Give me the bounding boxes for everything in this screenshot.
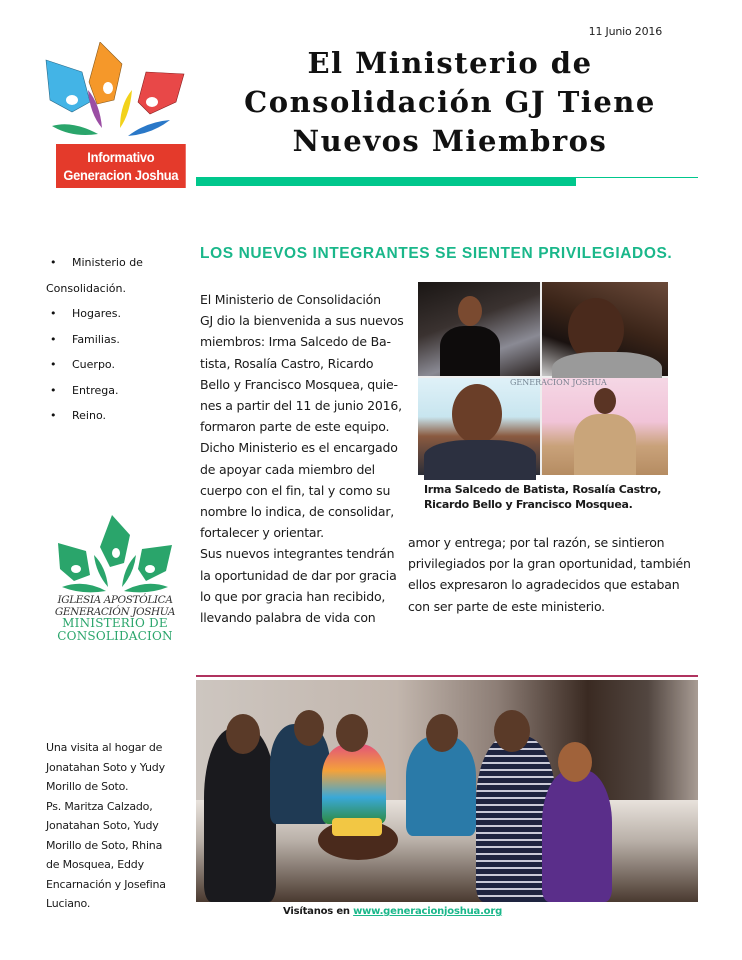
title-line-3: Nuevos Miembros <box>292 124 608 158</box>
text-line: nes a partir del 11 de junio 2016, <box>200 398 402 414</box>
bullet-icon: • <box>50 383 57 397</box>
bullet-icon: • <box>50 409 57 422</box>
logo-banner <box>56 144 186 188</box>
title-line-1: El Ministerio de <box>307 46 593 80</box>
caption-line: Luciano. <box>46 897 91 910</box>
text-line: con ser parte de este ministerio. <box>408 598 605 614</box>
caption-line: Morillo de Soto. <box>46 780 129 793</box>
footer-visit <box>283 906 502 917</box>
group-photo-caption <box>46 738 186 914</box>
list-item <box>46 352 196 378</box>
photo-person <box>204 728 276 902</box>
text-line: formaron parte de este equipo. <box>200 419 390 435</box>
flower-logo-icon <box>42 42 186 152</box>
list-item-label: Entrega. <box>72 383 119 397</box>
photo-watermark: GENERACIÓN JOSHUA <box>510 378 607 387</box>
list-item <box>46 276 196 302</box>
text-line: privilegiados por la gran oportunidad, también <box>408 556 691 572</box>
caption-line: Jonatahan Soto y Yudy <box>46 760 165 774</box>
title-line-2: Consolidación GJ Tiene <box>244 85 656 119</box>
bullet-icon: • <box>50 358 57 371</box>
ministry-logo-line1: IGLESIA APOSTÓLICA <box>57 594 173 606</box>
page-title <box>200 44 700 161</box>
text-line: cuerpo con el fin, tal y como su <box>200 482 391 498</box>
text-line: tista, Rosalía Castro, Ricardo <box>200 355 374 371</box>
issue-date: 11 Junio 2016 <box>588 25 662 38</box>
ministry-logo-church-name <box>50 594 180 618</box>
ministry-logo-ministry-name <box>50 617 180 643</box>
photo-person-head <box>494 710 530 752</box>
text-line: fortalecer y orientar. <box>200 525 324 541</box>
photo-person-head <box>558 742 592 782</box>
article-column-1 <box>200 289 404 628</box>
caption-line: Encarnación y Josefina <box>46 877 166 891</box>
photo-person <box>542 770 612 902</box>
list-item <box>46 301 196 327</box>
list-item <box>46 403 196 429</box>
footer-prefix: Visítanos en <box>283 906 354 917</box>
photo-person-head <box>294 710 324 746</box>
list-item-label: Consolidación. <box>46 281 126 295</box>
text-line: la oportunidad de dar por gracia <box>200 567 397 583</box>
text-line: Sus nuevos integrantes tendrán <box>200 546 395 562</box>
bullet-icon: • <box>50 307 57 320</box>
list-item-label: Ministerio de <box>72 256 143 269</box>
ministry-logo-line3: MINISTERIO DE <box>62 616 168 630</box>
list-item <box>46 250 196 276</box>
logo-text-line2: Generacion Joshua <box>63 167 179 183</box>
ministry-consolidacion-logo <box>50 515 180 645</box>
photo-person-head <box>426 714 458 752</box>
new-members-photo-collage <box>418 282 668 475</box>
list-item <box>46 378 196 404</box>
home-visit-group-photo <box>196 680 698 902</box>
photo-ricardo-bello <box>418 378 540 475</box>
photo-irma-salcedo <box>418 282 540 376</box>
text-line: ellos expresaron lo agradecidos que estaban <box>408 577 680 593</box>
list-item-label: Familias. <box>72 332 120 346</box>
text-line: nombre lo indica, de consolidar, <box>200 504 395 520</box>
photo-person <box>322 744 386 824</box>
title-divider-thick <box>196 177 576 186</box>
list-item-label: Reino. <box>72 409 106 422</box>
caption-line: Ps. Maritza Calzado, <box>46 799 153 813</box>
text-line: Bello y Francisco Mosquea, quie- <box>200 376 398 392</box>
article-column-2 <box>408 532 708 617</box>
text-line: amor y entrega; por tal razón, se sintieron <box>408 535 665 550</box>
text-line: GJ dio la bienvenida a sus nuevos <box>200 313 404 329</box>
photo-francisco-mosquea <box>542 378 668 475</box>
list-item <box>46 327 196 353</box>
list-item-label: Cuerpo. <box>72 358 115 371</box>
caption-line: Ricardo Bello y Francisco Mosquea. <box>424 498 633 511</box>
logo-text-line1: Informativo <box>87 149 155 165</box>
caption-line: de Mosquea, Eddy <box>46 858 144 871</box>
title-divider-thin <box>576 177 698 178</box>
ministry-logo-line4: CONSOLIDACION <box>57 629 173 643</box>
article-heading: LOS NUEVOS INTEGRANTES SE SIENTEN PRIVILEGIADOS. <box>200 245 673 262</box>
bullet-icon: • <box>50 332 57 346</box>
text-line: lo que por gracia han recibido, <box>200 588 386 604</box>
informativo-logo <box>42 42 186 184</box>
text-line: El Ministerio de Consolidación <box>200 292 381 307</box>
text-line: Dicho Ministerio es el encargado <box>200 440 398 456</box>
website-link[interactable]: www.generacionjoshua.org <box>353 906 503 917</box>
green-flower-logo-icon <box>50 515 180 595</box>
text-line: llevando palabra de vida con <box>200 610 376 626</box>
caption-line: Una visita al hogar de <box>46 741 163 754</box>
photo-caption <box>424 482 694 512</box>
list-item-label: Hogares. <box>72 307 122 320</box>
caption-line: Morillo de Soto, Rhina <box>46 838 163 852</box>
text-line: de apoyar cada miembro del <box>200 461 375 477</box>
text-line: miembros: Irma Salcedo de Ba- <box>200 334 391 350</box>
photo-person-head <box>336 714 368 752</box>
photo-snacks <box>332 818 382 836</box>
photo-rosalia-castro <box>542 282 668 376</box>
bullet-icon: • <box>50 256 57 269</box>
section-divider <box>196 675 698 677</box>
photo-person-head <box>226 714 260 754</box>
topic-list <box>46 250 196 429</box>
caption-line: Jonatahan Soto, Yudy <box>46 819 159 832</box>
caption-line: Irma Salcedo de Batista, Rosalía Castro, <box>424 483 662 496</box>
ministry-logo-line2: GENERACIÓN JOSHUA <box>54 606 176 618</box>
